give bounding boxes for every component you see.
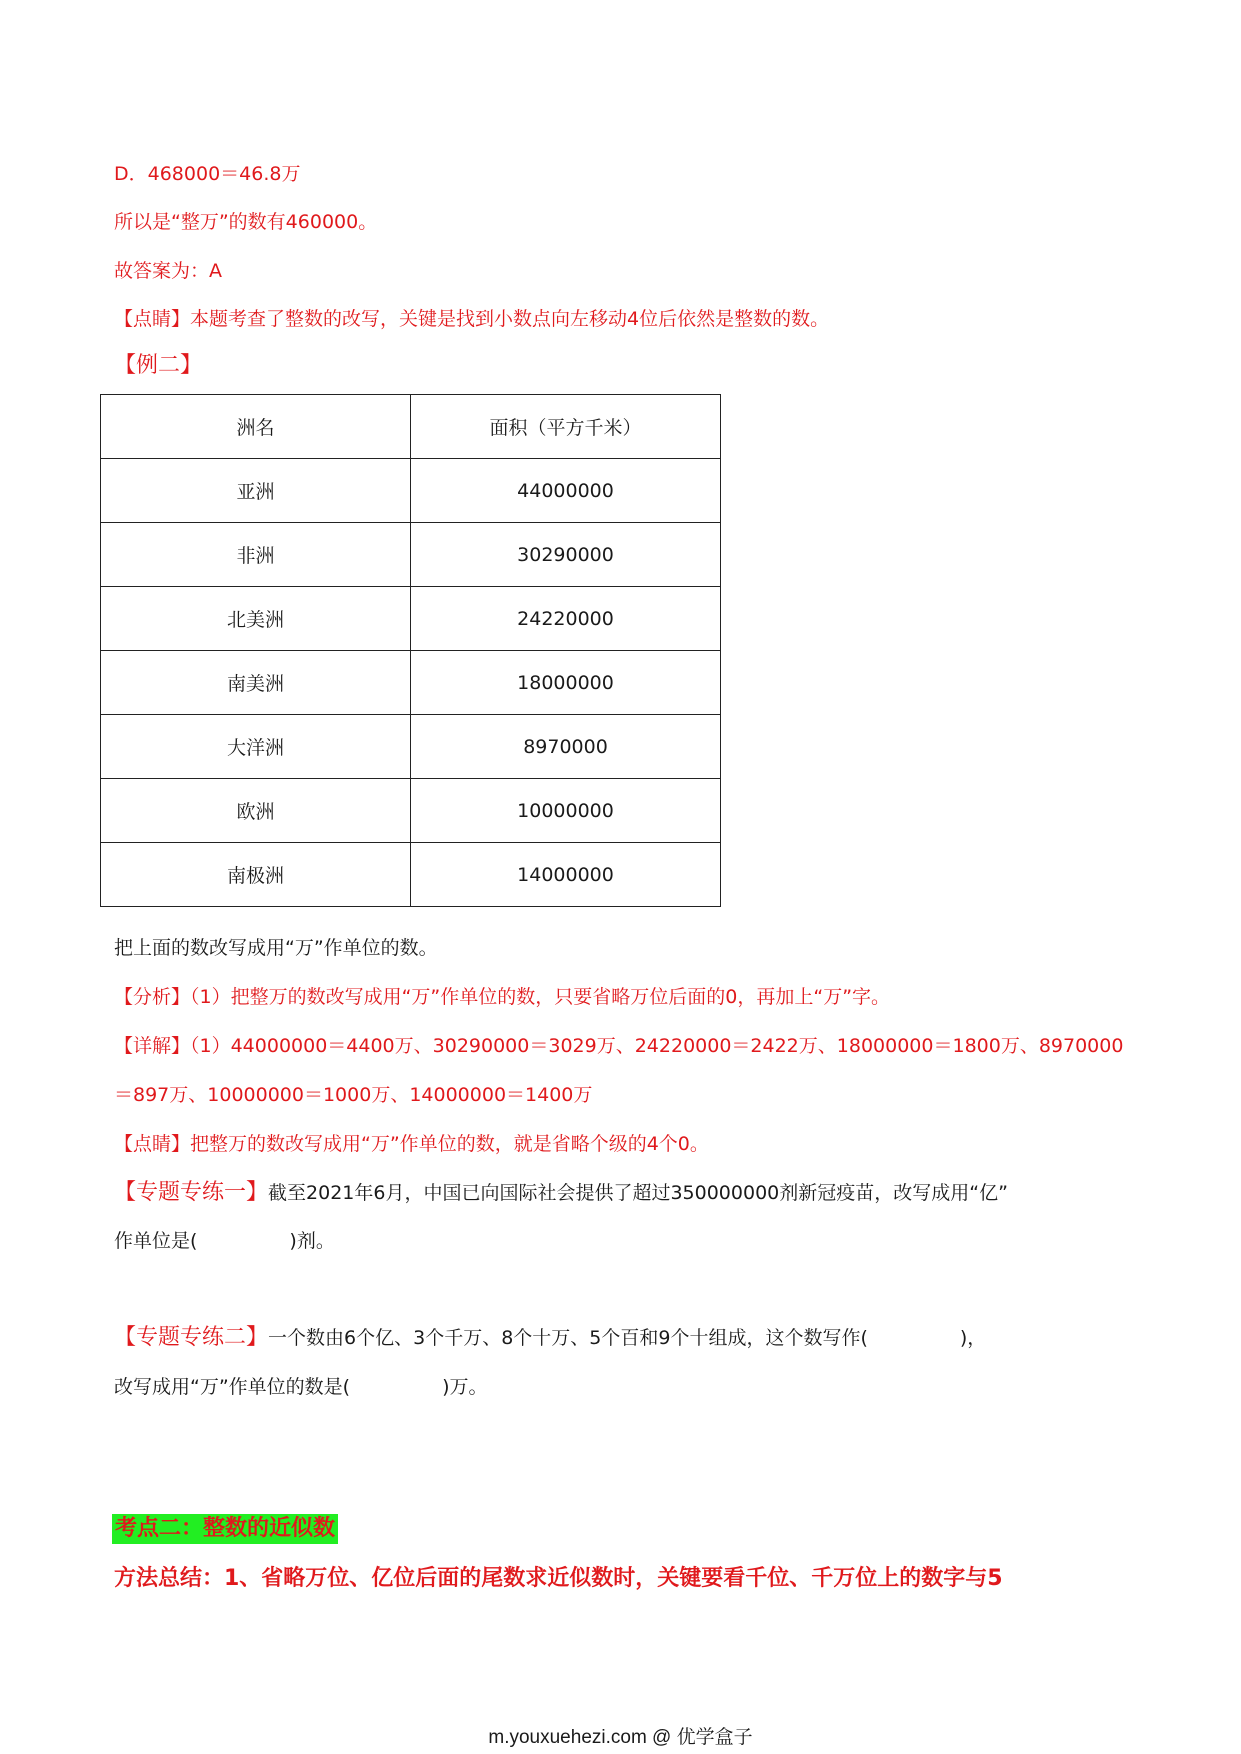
table-cell: 8970000 — [411, 715, 721, 779]
table-row — [101, 523, 721, 587]
table-header-cell: 洲名 — [101, 395, 411, 459]
table-cell: 44000000 — [411, 459, 721, 523]
table-cell: 18000000 — [411, 651, 721, 715]
table-cell: 欧洲 — [101, 779, 411, 843]
practice-tag: 【专题专练一】 — [114, 1180, 269, 1205]
practice-one-line2 — [114, 1228, 335, 1254]
table-header-row — [101, 395, 721, 459]
practice-two-line2 — [114, 1374, 488, 1400]
practice-text: 一个数由6个亿、3个千万、8个十万、5个百和9个十组成，这个数写作( — [268, 1327, 868, 1349]
table-row — [101, 459, 721, 523]
dianjing-text: 【点睛】把整万的数改写成用“万”作单位的数，就是省略个级的4个0。 — [114, 1133, 709, 1155]
practice-text: )， — [959, 1327, 987, 1349]
table-header-cell: 面积（平方千米） — [411, 395, 721, 459]
continent-area-table — [100, 394, 721, 907]
text-line: 所以是“整万”的数有460000。 — [114, 211, 378, 233]
table-cell: 大洋洲 — [101, 715, 411, 779]
dianjing-line: 【点睛】本题考查了整数的改写，关键是找到小数点向左移动4位后依然是整数的数。 — [114, 308, 830, 330]
practice-text: 截至2021年6月，中国已向国际社会提供了超过350000000剂新冠疫苗，改写成用“亿” — [268, 1182, 1008, 1204]
text-line: 故答案为：A — [114, 260, 222, 282]
table-cell: 30290000 — [411, 523, 721, 587]
practice-two — [114, 1325, 986, 1351]
table-cell: 24220000 — [411, 587, 721, 651]
detail-text: 【详解】（1）44000000＝4400万、30290000＝3029万、24220000＝2422万、18000000＝1800万、8970000 — [114, 1035, 1124, 1057]
table-cell: 10000000 — [411, 779, 721, 843]
table-row — [101, 651, 721, 715]
method-summary: 方法总结：1、省略万位、亿位后面的尾数求近似数时，关键要看千位、千万位上的数字与5 — [114, 1566, 1003, 1591]
table-cell: 14000000 — [411, 843, 721, 907]
table-row — [101, 843, 721, 907]
detail-text: ＝897万、10000000＝1000万、14000000＝1400万 — [114, 1084, 593, 1106]
table-row — [101, 587, 721, 651]
practice-text: 作单位是( — [114, 1230, 198, 1252]
table-cell: 南极洲 — [101, 843, 411, 907]
practice-text: )剂。 — [289, 1230, 335, 1252]
table-row — [101, 715, 721, 779]
table-cell: 非洲 — [101, 523, 411, 587]
practice-one — [114, 1180, 1008, 1206]
text-line: D．468000＝46.8万 — [114, 163, 301, 185]
practice-text: )万。 — [442, 1376, 488, 1398]
table-cell: 北美洲 — [101, 587, 411, 651]
table-cell: 亚洲 — [101, 459, 411, 523]
section-title: 考点二：整数的近似数 — [112, 1514, 338, 1544]
analysis-text: 【分析】（1）把整万的数改写成用“万”作单位的数，只要省略万位后面的0，再加上“万”字。 — [114, 986, 891, 1008]
question-text: 把上面的数改写成用“万”作单位的数。 — [114, 937, 438, 959]
footer-watermark: m.youxuehezi.com @ 优学盒子 — [488, 1727, 753, 1748]
table-row — [101, 779, 721, 843]
practice-tag: 【专题专练二】 — [114, 1325, 269, 1350]
example-heading: 【例二】 — [114, 353, 203, 378]
table-cell: 南美洲 — [101, 651, 411, 715]
practice-text: 改写成用“万”作单位的数是( — [114, 1376, 351, 1398]
